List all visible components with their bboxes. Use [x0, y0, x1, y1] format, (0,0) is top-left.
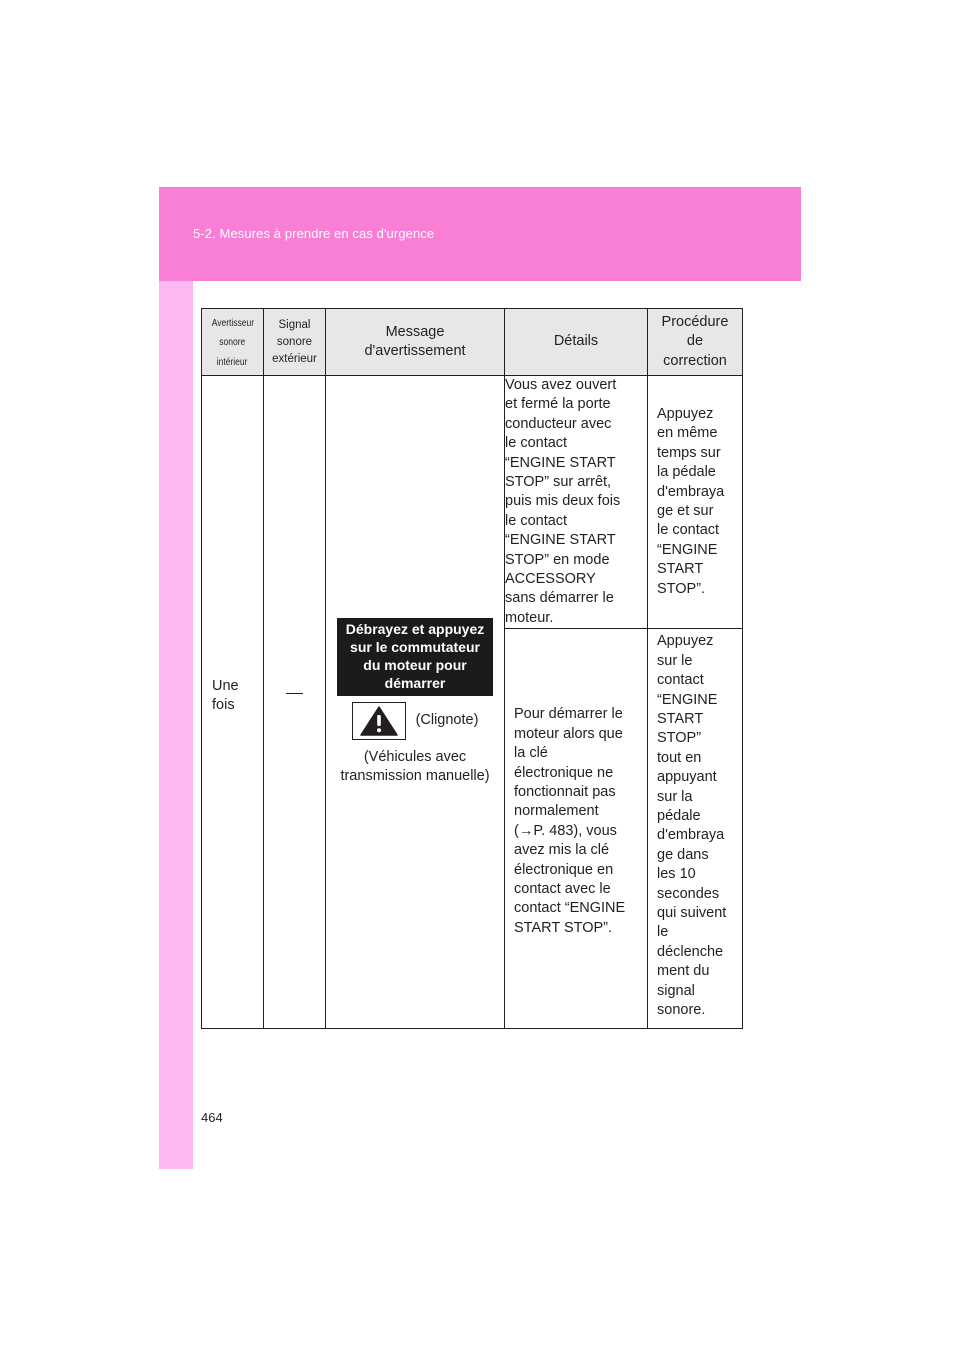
correction-1-line: STOP”. [657, 580, 706, 597]
interior-buzzer-cell [202, 376, 264, 1029]
header-correction-line-2: de [686, 333, 704, 350]
header-details: Détails [505, 309, 648, 376]
table-row [202, 376, 743, 629]
correction-cell-2 [648, 629, 743, 1029]
details-1-line: Vous avez ouvert [505, 377, 617, 393]
header-exterior-buzzer [264, 309, 326, 376]
details-2-line: contact avec le [514, 880, 611, 897]
correction-2-line: appuyant [657, 769, 717, 786]
details-2-line: contact “ENGINE [514, 900, 626, 917]
correction-1-line: temps sur [657, 444, 721, 461]
header-message [326, 309, 505, 376]
blink-label: (Clignote) [415, 712, 479, 729]
details-2-line: Pour démarrer le [514, 706, 623, 723]
correction-2-line: d'embraya [657, 827, 725, 844]
correction-2-line: les 10 [657, 866, 696, 883]
message-cell [326, 376, 505, 1029]
header-exterior-line-1: Signal [278, 318, 311, 331]
details-1-line: le contact [505, 435, 568, 452]
correction-1-line: START [657, 561, 704, 578]
header-correction [648, 309, 743, 376]
correction-2-line: secondes [657, 885, 720, 902]
details-1-line: puis mis deux fois [505, 493, 621, 510]
header-message-line-2: d'avertissement [364, 343, 466, 359]
details-2-line: la clé [514, 745, 548, 762]
header-exterior-line-2: sonore [276, 335, 313, 348]
exterior-value-dash [286, 693, 303, 694]
details-2-line: fonctionnait pas [514, 783, 616, 800]
correction-2-line: signal [657, 982, 695, 999]
header-correction-line-1: Procédure [661, 313, 729, 330]
display-line-2: sur le commutateur [350, 638, 480, 655]
details-1-line: ACCESSORY [505, 571, 596, 588]
details-cell-2 [505, 629, 648, 1029]
display-line-1: Débrayez et appuyez [345, 620, 485, 637]
exterior-buzzer-cell [264, 376, 326, 1029]
section-title: 5-2. Mesures à prendre en cas d'urgence [193, 226, 435, 241]
correction-2-line: contact [657, 672, 704, 689]
details-2-line: moteur alors que [514, 725, 623, 742]
variant-line-1: (Véhicules avec [363, 748, 467, 765]
details-cell-1 [505, 376, 648, 629]
details-1-line: conducteur avec [505, 415, 612, 432]
warning-display [337, 618, 493, 696]
details-2-line: (→P. 483), vous [514, 822, 617, 839]
variant-line-2: transmission manuelle) [340, 768, 490, 785]
correction-2-line: pédale [657, 807, 701, 824]
correction-2-line: START [657, 710, 704, 727]
display-line-3: du moteur pour [363, 656, 467, 673]
correction-2-line: sur le [657, 652, 693, 669]
correction-2-line: ment du [657, 963, 710, 980]
correction-2-line: sonore. [657, 1002, 706, 1018]
correction-2-line: ge dans [657, 846, 709, 863]
correction-1-line: “ENGINE [657, 541, 718, 558]
correction-2-line: qui suivent [657, 904, 727, 921]
details-1-line: moteur. [505, 609, 554, 626]
details-1-line: STOP” sur arrêt, [505, 474, 612, 491]
details-1-line: “ENGINE START [505, 454, 616, 471]
correction-2-line: Appuyez [657, 633, 714, 650]
details-1-line: sans démarrer le [505, 590, 614, 607]
header-band [159, 187, 801, 281]
details-2-line: électronique en [514, 861, 614, 878]
header-interior-line-3: intérieur [217, 356, 248, 368]
correction-1-line: la pédale [657, 464, 716, 481]
details-1-line: STOP” en mode [505, 551, 610, 568]
warning-triangle-icon [359, 705, 399, 737]
header-exterior-line-3: extérieur [272, 352, 317, 365]
header-correction-line-3: correction [663, 352, 727, 369]
header-message-line-1: Message [385, 323, 445, 340]
details-2-line: avez mis la clé [514, 842, 610, 859]
correction-1-line: ge et sur [657, 503, 714, 520]
warning-table [201, 308, 743, 1029]
table-header-row [202, 309, 743, 376]
side-strip [159, 281, 193, 1169]
correction-1-line: le contact [657, 522, 720, 539]
warning-icon-box [352, 702, 406, 740]
display-line-4: démarrer [384, 674, 446, 691]
header-interior-buzzer [202, 309, 264, 376]
interior-value-line-1: Une [212, 677, 239, 694]
correction-1-line: en même [657, 425, 718, 442]
correction-1-line: d'embraya [657, 483, 725, 500]
header-interior-line-1: Avertisseur [211, 317, 254, 329]
details-2-line: START STOP”. [514, 919, 613, 936]
correction-2-line: tout en [657, 749, 702, 766]
page-number: 464 [201, 1110, 223, 1125]
details-2-line: normalement [514, 803, 599, 820]
correction-cell-1 [648, 376, 743, 629]
correction-2-line: déclenche [657, 943, 724, 960]
header-interior-line-2: sonore [219, 337, 246, 349]
details-1-line: le contact [505, 512, 568, 529]
correction-2-line: le [657, 924, 669, 941]
correction-2-line: “ENGINE [657, 691, 718, 708]
details-1-line: “ENGINE START [505, 532, 616, 549]
details-2-line: électronique ne [514, 764, 614, 781]
correction-2-line: STOP” [657, 730, 702, 747]
correction-2-line: sur la [657, 788, 693, 805]
details-1-line: et fermé la porte [505, 396, 611, 413]
interior-value-line-2: fois [212, 697, 235, 714]
correction-1-line: Appuyez [657, 406, 714, 422]
